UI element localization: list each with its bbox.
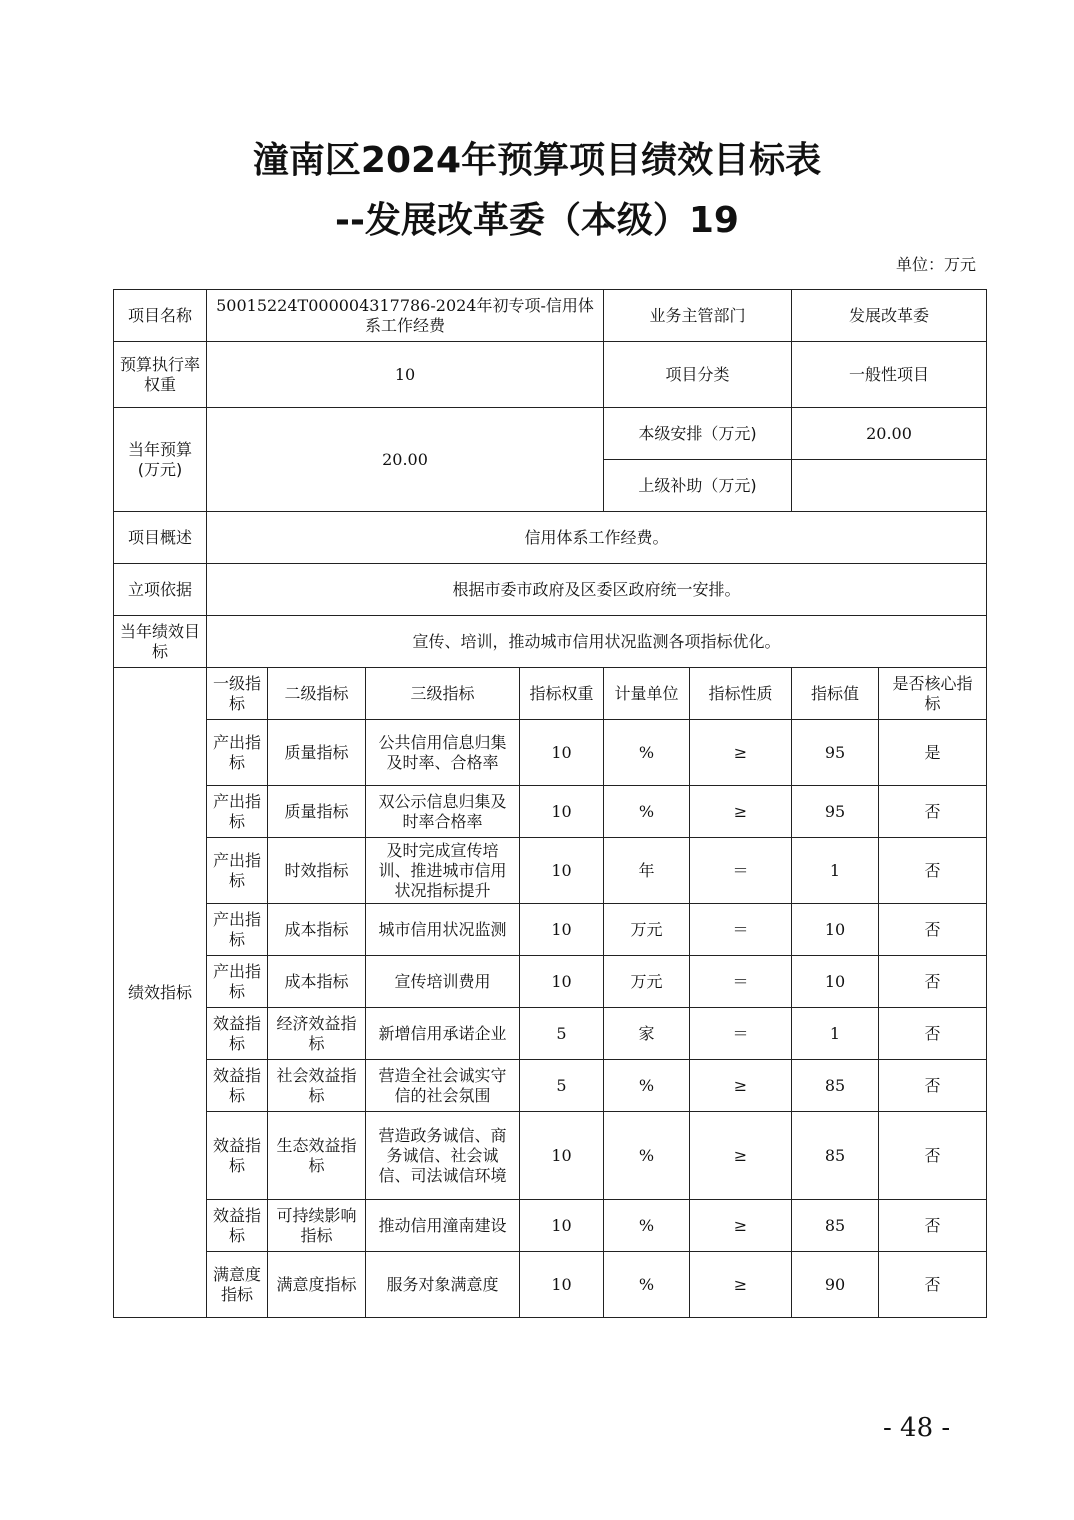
basis-label: 立项依据: [114, 564, 207, 616]
indicator-l1: 效益指标: [207, 1008, 268, 1060]
page-subtitle: --发展改革委（本级）19: [335, 200, 739, 241]
indicator-core: 否: [879, 1008, 987, 1060]
indicator-l2: 经济效益指标: [268, 1008, 366, 1060]
performance-table: [113, 289, 987, 1318]
indicator-nature: ≥: [690, 786, 792, 838]
indicator-core: 否: [879, 1200, 987, 1252]
indicator-core: 是: [879, 720, 987, 786]
indicator-unit: 万元: [604, 904, 690, 956]
budget-label: 当年预算(万元): [114, 408, 207, 512]
indicator-core: 否: [879, 1060, 987, 1112]
indicator-core: 否: [879, 1112, 987, 1200]
dept-label: 业务主管部门: [604, 290, 792, 342]
indicator-l1: 产出指标: [207, 720, 268, 786]
table-row: [114, 956, 987, 1008]
project-name-value: 50015224T000004317786-2024年初专项-信用体系工作经费: [207, 290, 604, 342]
indicator-nature: ＝: [690, 904, 792, 956]
indicator-unit: %: [604, 1252, 690, 1318]
indicator-unit: %: [604, 1200, 690, 1252]
indicator-value: 95: [792, 720, 879, 786]
indicator-l1: 满意度指标: [207, 1252, 268, 1318]
indicator-l1: 产出指标: [207, 838, 268, 904]
indicator-l3: 服务对象满意度: [366, 1252, 520, 1318]
indicator-l1: 产出指标: [207, 786, 268, 838]
indicator-l1: 产出指标: [207, 904, 268, 956]
overview-label: 项目概述: [114, 512, 207, 564]
header-l3: 三级指标: [366, 668, 520, 720]
header-weight: 指标权重: [520, 668, 604, 720]
indicator-unit: 万元: [604, 956, 690, 1008]
indicator-value: 10: [792, 904, 879, 956]
indicator-weight: 5: [520, 1008, 604, 1060]
indicator-l2: 时效指标: [268, 838, 366, 904]
indicator-l3: 及时完成宣传培训、推进城市信用状况指标提升: [366, 838, 520, 904]
category-value: 一般性项目: [792, 342, 987, 408]
indicator-l2: 质量指标: [268, 720, 366, 786]
indicator-value: 90: [792, 1252, 879, 1318]
indicator-value: 95: [792, 786, 879, 838]
dept-value: 发展改革委: [792, 290, 987, 342]
indicator-value: 1: [792, 1008, 879, 1060]
indicator-weight: 10: [520, 1112, 604, 1200]
indicator-l1: 产出指标: [207, 956, 268, 1008]
indicator-l3: 双公示信息归集及时率合格率: [366, 786, 520, 838]
indicator-nature: ≥: [690, 1112, 792, 1200]
header-l1: 一级指标: [207, 668, 268, 720]
page-number: - 48 -: [883, 1413, 951, 1443]
indicator-weight: 10: [520, 1200, 604, 1252]
upper-subsidy-value: [792, 460, 987, 512]
indicator-value: 85: [792, 1200, 879, 1252]
project-name-label: 项目名称: [114, 290, 207, 342]
table-row: [114, 838, 987, 904]
indicator-l2: 质量指标: [268, 786, 366, 838]
indicator-nature: ≥: [690, 1252, 792, 1318]
indicator-unit: %: [604, 786, 690, 838]
indicator-l2: 成本指标: [268, 956, 366, 1008]
indicator-weight: 5: [520, 1060, 604, 1112]
indicator-l1: 效益指标: [207, 1060, 268, 1112]
indicator-unit: 年: [604, 838, 690, 904]
header-l2: 二级指标: [268, 668, 366, 720]
indicator-value: 85: [792, 1060, 879, 1112]
indicator-core: 否: [879, 904, 987, 956]
indicator-l2: 成本指标: [268, 904, 366, 956]
table-row: [114, 1200, 987, 1252]
category-label: 项目分类: [604, 342, 792, 408]
indicator-l1: 效益指标: [207, 1112, 268, 1200]
goal-label: 当年绩效目标: [114, 616, 207, 668]
indicator-l3: 新增信用承诺企业: [366, 1008, 520, 1060]
header-nature: 指标性质: [690, 668, 792, 720]
indicator-value: 85: [792, 1112, 879, 1200]
local-alloc-value: 20.00: [792, 408, 987, 460]
indicator-l1: 效益指标: [207, 1200, 268, 1252]
exec-weight-label: 预算执行率权重: [114, 342, 207, 408]
indicator-core: 否: [879, 1252, 987, 1318]
indicator-nature: ≥: [690, 1060, 792, 1112]
indicator-weight: 10: [520, 786, 604, 838]
upper-subsidy-label: 上级补助（万元): [604, 460, 792, 512]
indicator-unit: %: [604, 1060, 690, 1112]
indicator-weight: 10: [520, 838, 604, 904]
indicator-l2: 生态效益指标: [268, 1112, 366, 1200]
indicator-weight: 10: [520, 720, 604, 786]
indicator-nature: ≥: [690, 1200, 792, 1252]
indicator-l2: 满意度指标: [268, 1252, 366, 1318]
table-row: [114, 1252, 987, 1318]
indicator-core: 否: [879, 956, 987, 1008]
page-title: 潼南区2024年预算项目绩效目标表: [252, 140, 822, 181]
indicator-l2: 社会效益指标: [268, 1060, 366, 1112]
header-core: 是否核心指标: [879, 668, 987, 720]
perf-indicators-label: 绩效指标: [114, 668, 207, 1318]
unit-label: 单位：万元: [895, 255, 976, 274]
indicator-l3: 宣传培训费用: [366, 956, 520, 1008]
table-row: [114, 786, 987, 838]
indicator-weight: 10: [520, 956, 604, 1008]
overview-value: 信用体系工作经费。: [207, 512, 987, 564]
indicator-l3: 城市信用状况监测: [366, 904, 520, 956]
basis-value: 根据市委市政府及区委区政府统一安排。: [207, 564, 987, 616]
indicator-l3: 营造全社会诚实守信的社会氛围: [366, 1060, 520, 1112]
table-row: [114, 1112, 987, 1200]
indicator-unit: %: [604, 720, 690, 786]
indicator-l3: 推动信用潼南建设: [366, 1200, 520, 1252]
table-row: [114, 720, 987, 786]
indicator-l2: 可持续影响指标: [268, 1200, 366, 1252]
indicator-l3: 公共信用信息归集及时率、合格率: [366, 720, 520, 786]
local-alloc-label: 本级安排（万元): [604, 408, 792, 460]
indicator-nature: ＝: [690, 956, 792, 1008]
indicator-core: 否: [879, 838, 987, 904]
header-value: 指标值: [792, 668, 879, 720]
indicator-weight: 10: [520, 1252, 604, 1318]
indicator-value: 1: [792, 838, 879, 904]
indicator-unit: %: [604, 1112, 690, 1200]
indicator-l3: 营造政务诚信、商务诚信、社会诚信、司法诚信环境: [366, 1112, 520, 1200]
indicator-core: 否: [879, 786, 987, 838]
exec-weight-value: 10: [207, 342, 604, 408]
indicator-unit: 家: [604, 1008, 690, 1060]
indicator-nature: ＝: [690, 838, 792, 904]
goal-value: 宣传、培训，推动城市信用状况监测各项指标优化。: [207, 616, 987, 668]
indicator-nature: ≥: [690, 720, 792, 786]
table-row: [114, 904, 987, 956]
table-row: [114, 1008, 987, 1060]
header-unit: 计量单位: [604, 668, 690, 720]
budget-value: 20.00: [207, 408, 604, 512]
indicator-value: 10: [792, 956, 879, 1008]
indicator-weight: 10: [520, 904, 604, 956]
indicator-nature: ＝: [690, 1008, 792, 1060]
table-row: [114, 1060, 987, 1112]
